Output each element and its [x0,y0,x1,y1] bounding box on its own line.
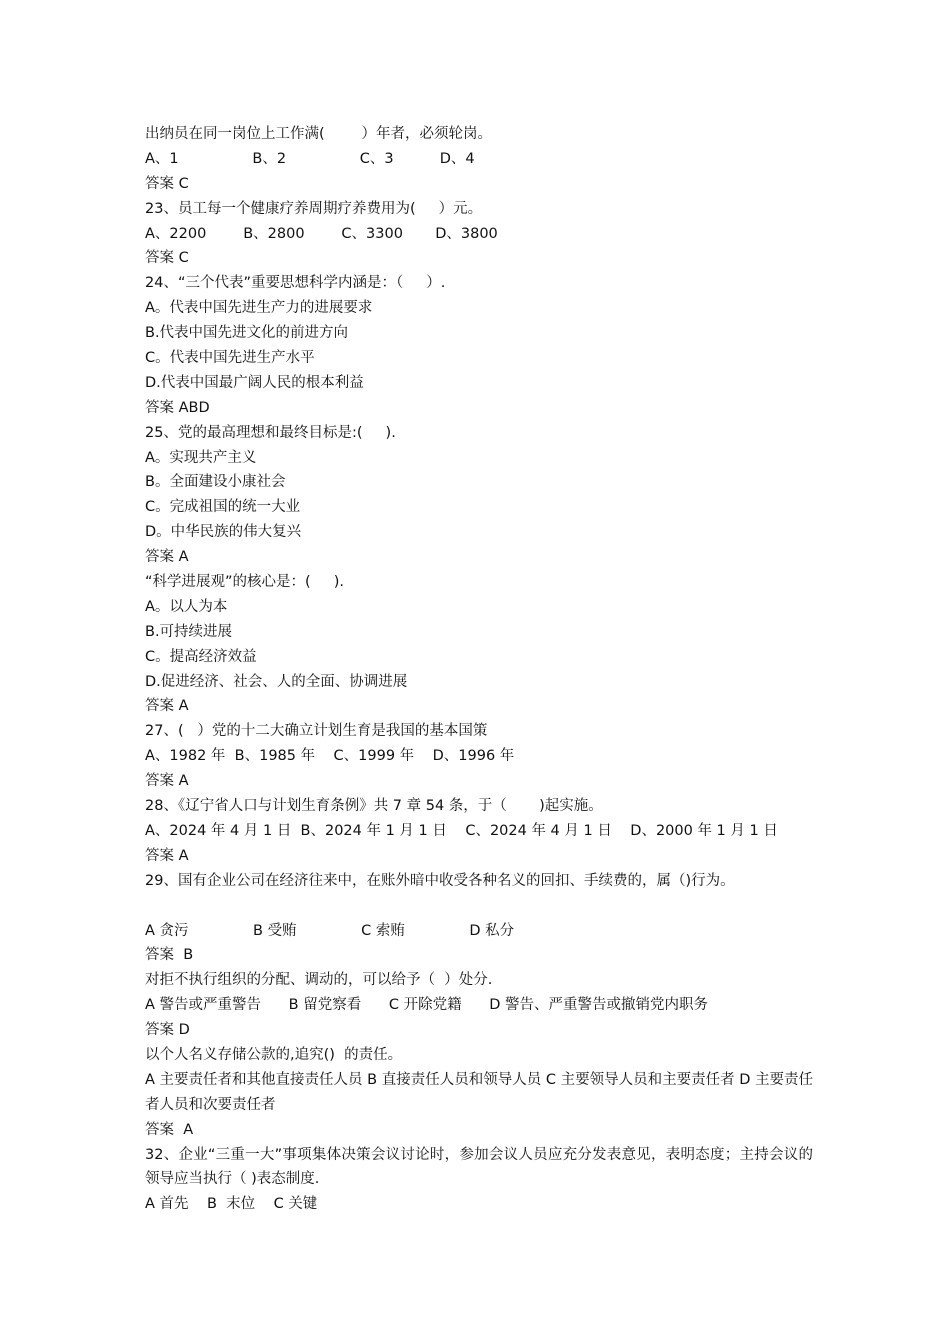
question-options: A 警告或严重警告 B 留党察看 C 开除党籍 D 警告、严重警告或撤销党内职务 [145,997,709,1014]
question-option: B.代表中国先进文化的前进方向 [145,325,349,342]
question-option: D。中华民族的伟大复兴 [145,524,302,541]
answer-line: 答案 A [145,773,189,790]
question-text: 29、国有企业公司在经济往来中，在账外暗中收受各种名义的回扣、手续费的，属（)行为。 [145,872,735,889]
answer-line: 答案 A [145,847,189,864]
question-options: A 贪污 B 受贿 C 索贿 D 私分 [145,922,515,939]
question-text: 23、员工每一个健康疗养周期疗养费用为( ）元。 [145,200,483,217]
answer-line: 答案 A [145,1121,194,1138]
question-options: A、2200 B、2800 C、3300 D、3800 [145,225,498,242]
question-option: A。实现共产主义 [145,449,257,466]
answer-line: 答案 C [145,250,189,267]
question-options: A、1 B、2 C、3 D、4 [145,150,475,167]
question-text: 25、党的最高理想和最终目标是:( ). [145,424,396,441]
question-option: B.可持续进展 [145,623,233,640]
question-options: A 首先 B 末位 C 关键 [145,1196,318,1213]
answer-line: 答案 B [145,947,194,964]
question-text: 以个人名义存储公款的,追究() 的责任。 [145,1046,403,1063]
question-option: C。代表中国先进生产水平 [145,350,315,367]
answer-line: 答案 A [145,698,189,715]
answer-line: 答案 C [145,175,189,192]
question-option: D.代表中国最广阔人民的根本利益 [145,374,364,391]
blank-line [145,894,825,919]
question-text: 28、《辽宁省人口与计划生育条例》共 7 章 54 条，于（ )起实施。 [145,798,603,815]
question-text: 32、企业“三重一大”事项集体决策会议讨论时，参加会议人员应充分发表意见，表明态度；主持会议的领导应当执行（ )表态制度. [145,1146,813,1188]
question-options: A、2024 年 4 月 1 日 B、2024 年 1 月 1 日 C、2024 年 4 月 1 日 D、2000 年 1 月 1 日 [145,822,778,839]
answer-line: 答案 ABD [145,399,210,416]
question-option: A。代表中国先进生产力的进展要求 [145,300,373,317]
question-options: A、1982 年 B、1985 年 C、1999 年 D、1996 年 [145,748,515,765]
question-text: “科学进展观”的核心是：( ). [145,574,344,591]
question-text: 对拒不执行组织的分配、调动的，可以给予（ ）处分. [145,972,493,989]
question-option: D.促进经济、社会、人的全面、协调进展 [145,673,408,690]
question-option: B。全面建设小康社会 [145,474,286,491]
document-body [145,122,825,1217]
question-option: C。提高经济效益 [145,648,257,665]
question-options: A 主要责任者和其他直接责任人员 B 直接责任人员和领导人员 C 主要领导人员和主要责任者 D 主要责任者人员和次要责任者 [145,1071,813,1113]
answer-line: 答案 D [145,1022,190,1039]
question-text: 出纳员在同一岗位上工作满( ）年者，必须轮岗。 [145,126,493,142]
question-text: 24、“三个代表”重要思想科学内涵是：（ ）. [145,275,446,292]
question-text: 27、( ）党的十二大确立计划生育是我国的基本国策 [145,723,488,740]
answer-line: 答案 A [145,549,189,566]
question-option: A。以人为本 [145,598,228,615]
question-option: C。完成祖国的统一大业 [145,499,301,516]
